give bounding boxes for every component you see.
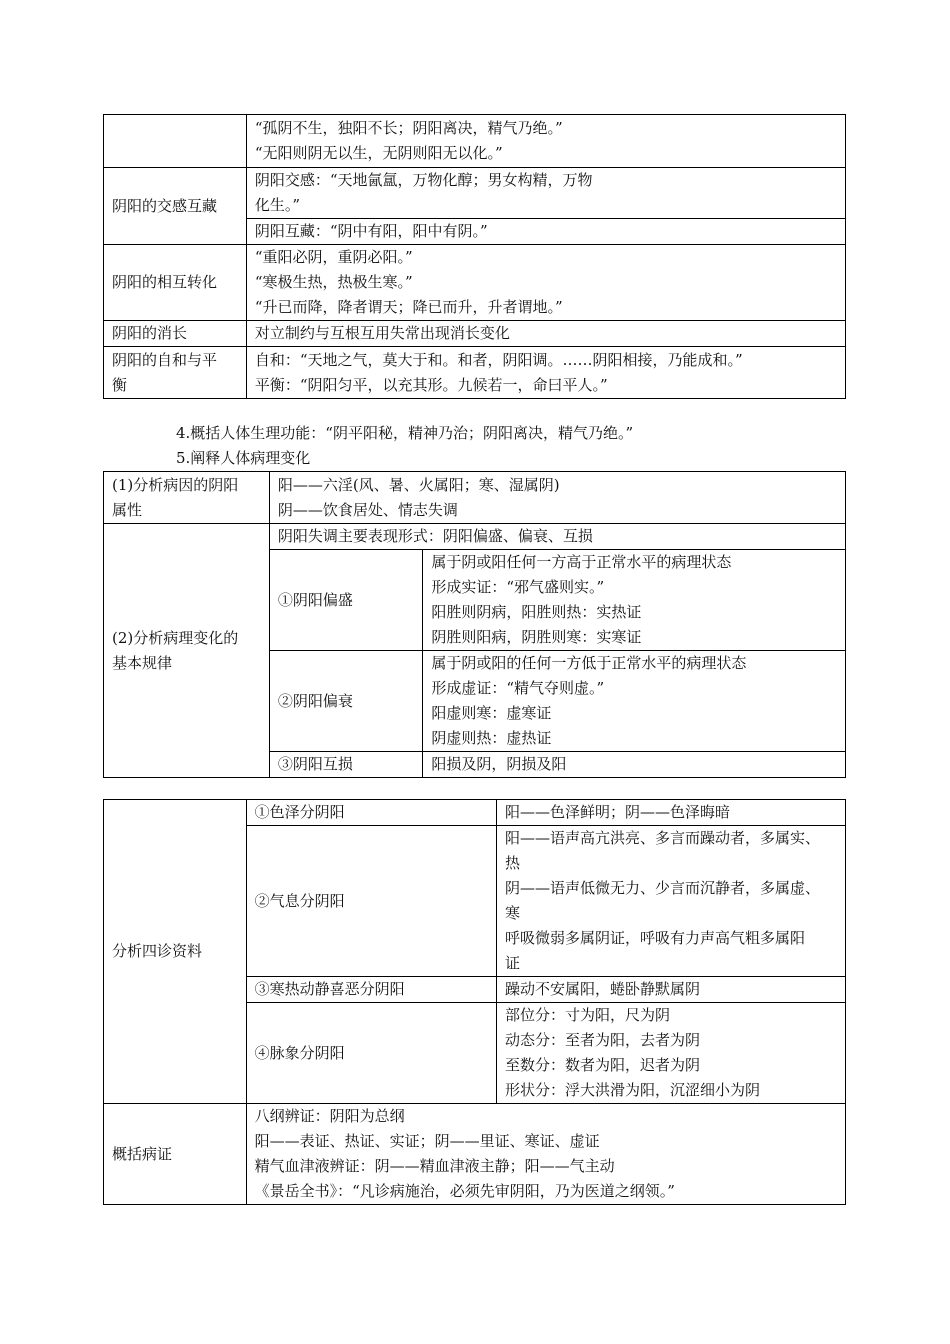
text-line: 八纲辨证：阴阳为总纲 — [254, 1107, 405, 1125]
sub-label: ②阴阳偏衰 — [269, 651, 422, 752]
text-line: 阳胜则阴病，阳胜则热：实热证 — [431, 603, 642, 621]
quote-line: “无阳则阴无以生，无阴则阳无以化。” — [254, 144, 503, 162]
quote-line: 阴阳交感：“天地氤氲，万物化醇；男女构精，万物 — [254, 171, 593, 189]
text-line: 证 — [505, 954, 521, 972]
label-line: 基本规律 — [112, 653, 173, 672]
table-row — [104, 347, 846, 399]
table-row — [104, 1104, 846, 1205]
text-line: 阴虚则热：虚热证 — [431, 729, 552, 747]
text-line: 形成实证：“邪气盛则实。” — [431, 578, 605, 596]
text-line: 阴——饮食居处、情志失调 — [277, 500, 458, 519]
table-row — [104, 321, 846, 347]
yin-yang-relations-table — [103, 114, 846, 399]
row-label: 概括病证 — [104, 1104, 247, 1205]
text-line: 阳——语声高亢洪亮、多言而躁动者，多属实、 — [505, 829, 821, 847]
table-cell — [104, 115, 247, 168]
sub-label: ④脉象分阴阳 — [246, 1003, 496, 1104]
paragraph-5: 5.阐释人体病理变化 — [176, 449, 311, 467]
text-line: 阳——表证、热证、实证；阴——里证、寒证、虚证 — [254, 1132, 600, 1150]
text-line: 寒 — [505, 904, 521, 922]
sub-label: ③阴阳互损 — [269, 752, 422, 778]
text-line: 形成虚证：“精气夺则虚。” — [431, 679, 605, 697]
row-label: 阴阳的交感互藏 — [104, 168, 247, 245]
table-row — [104, 800, 846, 826]
table-cell — [246, 115, 845, 168]
quote-line: 自和：“天地之气，莫大于和。和者，阴阳调。……阴阳相接，乃能成和。” — [254, 350, 743, 369]
row-label: 阴阳的相互转化 — [104, 245, 247, 321]
table-cell — [497, 1003, 846, 1104]
table-cell — [497, 826, 846, 977]
sub-label: ①色泽分阴阳 — [246, 800, 496, 826]
table-cell — [423, 651, 846, 752]
text-line: 属于阴或阳的任何一方低于正常水平的病理状态 — [431, 654, 747, 672]
text-line: 热 — [505, 854, 521, 872]
label-line: 属性 — [112, 500, 143, 519]
text-line: 至数分：数者为阳，迟者为阴 — [505, 1056, 701, 1074]
text-line: 阴胜则阳病，阴胜则寒：实寒证 — [431, 628, 642, 646]
sub-label: ①阴阳偏盛 — [269, 550, 422, 651]
row-label: 阴阳的消长 — [104, 321, 247, 347]
text-line: 《景岳全书》：“凡诊病施治，必须先审阴阳，乃为医道之纲领。” — [254, 1182, 675, 1200]
table-row — [104, 168, 846, 219]
table-cell — [246, 245, 845, 321]
table-row — [104, 115, 846, 168]
diagnosis-table — [103, 799, 846, 1205]
table-row — [104, 524, 846, 550]
quote-line: 平衡：“阴阳匀平，以充其形。九候若一，命曰平人。” — [254, 375, 608, 394]
table-cell — [246, 347, 845, 399]
text-line: 精气血津液辨证：阴——精血津液主静；阳——气主动 — [254, 1157, 615, 1175]
label-line: (1)分析病因的阴阳 — [112, 475, 239, 494]
text-line: 呼吸微弱多属阴证，呼吸有力声高气粗多属阳 — [505, 929, 806, 947]
table-cell: 阳损及阴，阴损及阳 — [423, 752, 846, 778]
quote-line: “孤阴不生，独阳不长；阴阳离决，精气乃绝。” — [254, 119, 563, 137]
table-cell: 阴阳互藏：“阴中有阳，阳中有阴。” — [246, 219, 845, 245]
table-row — [104, 472, 846, 524]
pathology-table — [103, 471, 846, 778]
quote-line: “升已而降，降者谓天；降已而升，升者谓地。” — [254, 298, 563, 316]
quote-line: 化生。” — [254, 196, 300, 214]
text-line: 部位分：寸为阳，尺为阴 — [505, 1006, 671, 1024]
row-label: 分析四诊资料 — [104, 800, 247, 1104]
table-cell: 阳——色泽鲜明；阴——色泽晦暗 — [497, 800, 846, 826]
row-label — [104, 472, 270, 524]
label-line: 阴阳的自和与平 — [112, 350, 218, 369]
text-line: 动态分：至者为阳，去者为阴 — [505, 1031, 701, 1049]
table-cell: 躁动不安属阳，蜷卧静默属阴 — [497, 977, 846, 1003]
table-cell — [269, 472, 845, 524]
sub-label: ②气息分阴阳 — [246, 826, 496, 977]
quote-line: “寒极生热，热极生寒。” — [254, 273, 413, 291]
table-cell — [423, 550, 846, 651]
text-line: 属于阴或阳任何一方高于正常水平的病理状态 — [431, 553, 732, 571]
text-line: 形状分：浮大洪滑为阳，沉涩细小为阴 — [505, 1081, 761, 1099]
text-line: 阳——六淫(风、暑、火属阳；寒、湿属阴) — [277, 475, 560, 494]
text-line: 阴——语声低微无力、少言而沉静者，多属虚、 — [505, 879, 821, 897]
row-label — [104, 524, 270, 778]
label-line: 衡 — [112, 375, 128, 394]
table-cell — [246, 1104, 845, 1205]
table-cell: 阴阳失调主要表现形式：阴阳偏盛、偏衰、互损 — [269, 524, 845, 550]
label-line: (2)分析病理变化的 — [112, 628, 239, 647]
paragraph-4: 4.概括人体生理功能：“阴平阳秘，精神乃治；阴阳离决，精气乃绝。” — [176, 424, 634, 442]
quote-line: “重阳必阴，重阴必阳。” — [254, 248, 413, 266]
row-label — [104, 347, 247, 399]
table-cell — [246, 168, 845, 219]
table-cell: 对立制约与互根互用失常出现消长变化 — [246, 321, 845, 347]
text-line: 阳虚则寒：虚寒证 — [431, 704, 552, 722]
table-row — [104, 245, 846, 321]
sub-label: ③寒热动静喜恶分阴阳 — [246, 977, 496, 1003]
